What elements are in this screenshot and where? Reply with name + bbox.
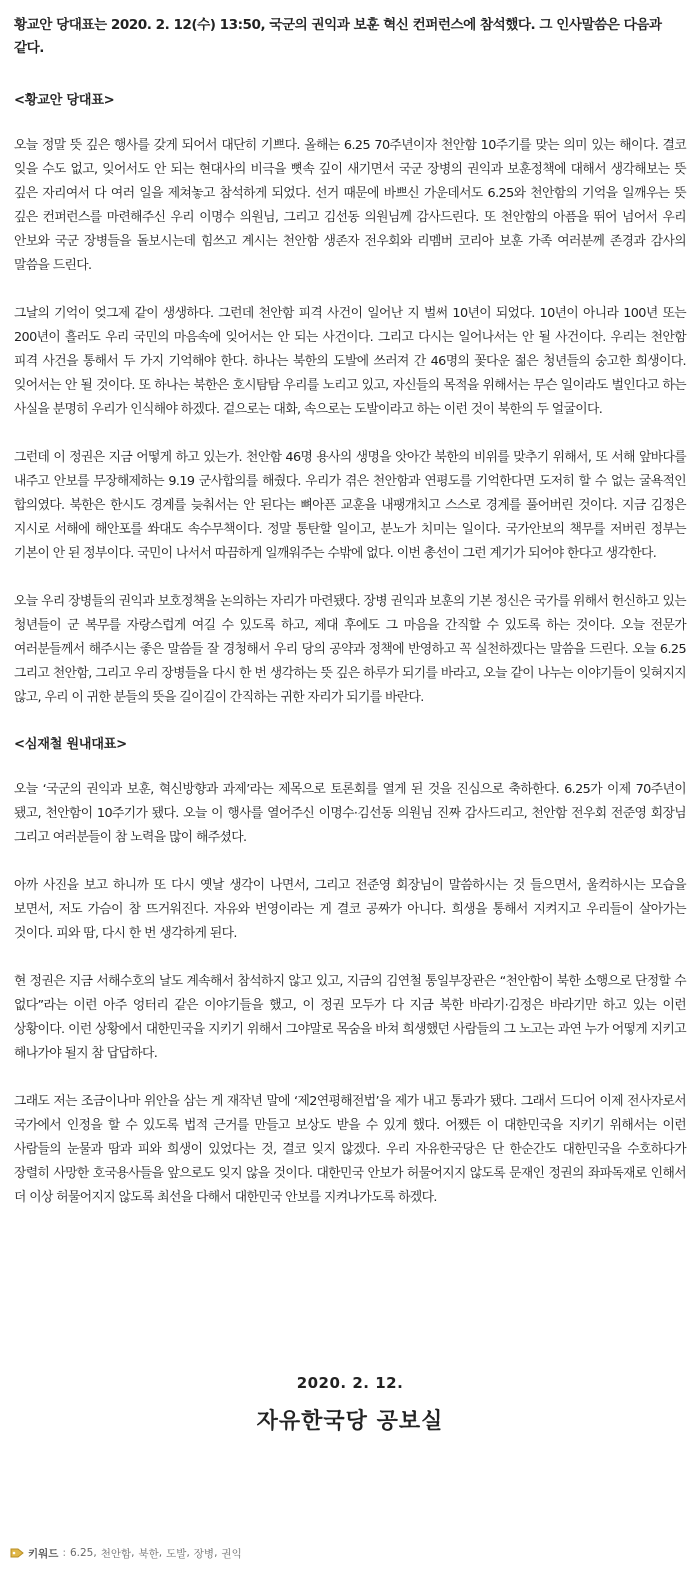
section-shim xyxy=(14,734,686,1210)
keyword-bar: 키워드 : 6.25 , 천안함 , 북한 , 도발 , 장병 , 권익 xyxy=(10,1544,242,1562)
release-date: 2020. 2. 12. xyxy=(296,1374,404,1392)
issuing-office: 자유한국당 공보실 xyxy=(256,1409,444,1434)
speaker-heading: <심재철 원내대표> xyxy=(14,737,127,752)
paragraph: 아까 사진을 보고 하니까 또 다시 옛날 생각이 나면서, 그리고 전준영 회장님이 말씀하시는 것 들으면서, 울컥하시는 모습을 보면서, 저도 가슴이 참 뜨거워진다. 자유와 번영이라는 게 결코 공짜가 아니다. 희생을 통해서 지켜지고 우리들이 살아가는 것이다. 피와 땀, 다시 한 번 생각하게 된다. xyxy=(14,878,686,941)
section-hwang xyxy=(14,90,686,710)
press-release-body xyxy=(14,14,686,1210)
paragraph: 오늘 정말 뜻 깊은 행사를 갖게 되어서 대단히 기쁘다. 올해는 6.25 70주년이자 천안함 10주기를 맞는 의미 있는 해이다. 결코 잊을 수도 없고, 잊어서도 안 되는 현대사의 비극을 뼛속 깊이 새기면서 국군 장병의 권익과 보훈정책에 대해서 생각해보는 뜻 깊은 자리여서 다 여러 일을 제쳐놓고 참석하게 되었다. 선거 때문에 바쁘신 가운데서도 6.25와 천안함의 기억을 일깨우는 뜻 깊은 컨퍼런스를 마련해주신 우리 이명수 의원님, 그리고 김선동 의원님께 감사드린다. 또 천안함의 아픔을 뛰어 넘어서 우리 안보와 국군 장병들을 돌보시는데 힘쓰고 계시는 천안함 생존자 전우회와 리멤버 코리아 보훈 가족 여러분께 존경과 감사의 말씀을 드린다. xyxy=(14,138,686,273)
paragraph: 오늘 ‘국군의 권익과 보훈, 혁신방향과 과제’라는 제목으로 토론회를 열게 된 것을 진심으로 축하한다. 6.25가 이제 70주년이 됐고, 천안함이 10주기가 됐다. 오늘 이 행사를 열어주신 이명수·김선동 의원님 진짜 감사드리고, 천안함 전우회 전준영 회장님 그리고 여러분들이 참 노력을 많이 해주셨다. xyxy=(14,782,686,845)
keyword-link[interactable]: 권익 xyxy=(221,1547,242,1560)
paragraph: 그래도 저는 조금이나마 위안을 삼는 게 재작년 말에 ‘제2연평해전법’을 제가 내고 통과가 됐다. 그래서 드디어 이제 전사자로서 국가에서 인정을 할 수 있도록 법적 근거를 만들고 보상도 받을 수 있게 했다. 어쨌든 이 대한민국을 지키기 위해서는 이런 사람들의 눈물과 땀과 피와 희생이 있었다는 것, 결코 잊지 않겠다. 우리 자유한국당은 단 한순간도 대한민국을 수호하다가 장렬히 사망한 호국용사들을 앞으로도 잊지 않을 것이다. 대한민국 안보가 허물어지지 않도록 문재인 정권의 좌파독재로 인해서 더 이상 허물어지지 않도록 최선을 다해서 대한민국 안보를 지켜나가도록 하겠다. xyxy=(14,1094,686,1205)
keyword-link[interactable]: 북한 xyxy=(138,1547,159,1560)
paragraph: 현 정권은 지금 서해수호의 날도 계속해서 참석하지 않고 있고, 지금의 김연철 통일부장관은 “천안함이 북한 소행으로 단정할 수 없다”라는 이런 아주 엉터리 같은 이야기들을 했고, 이 정권 모두가 다 지금 북한 바라기·김정은 바라기만 하고 있는 이런 상황이다. 이런 상황에서 대한민국을 지키기 위해서 그야말로 목숨을 바쳐 희생했던 사람들의 그 노고는 과연 누가 어떻게 지키고 해나가야 될지 참 답답하다. xyxy=(14,974,686,1061)
keyword-link[interactable]: 6.25 xyxy=(69,1547,94,1559)
paragraph: 그런데 이 정권은 지금 어떻게 하고 있는가. 천안함 46명 용사의 생명을 앗아간 북한의 비위를 맞추기 위해서, 또 서해 앞바다를 내주고 안보를 무장해제하는 9.19 군사합의를 해줬다. 우리가 겪은 천안함과 연평도를 기억한다면 도저히 할 수 없는 굴욕적인 합의였다. 북한은 한시도 경계를 늦춰서는 안 된다는 뼈아픈 교훈을 내팽개치고 스스로 경계를 풀어버린 것이다. 지금 김정은 지시로 서해에 해안포를 쏴대도 속수무책이다. 정말 통탄할 일이고, 분노가 치미는 일이다. 국가안보의 책무를 저버린 정부는 기본이 안 된 정부이다. 국민이 나서서 따끔하게 일깨워주는 수밖에 없다. 이번 총선이 그런 계기가 되어야 한다고 생각한다. xyxy=(14,450,686,561)
tag-icon-svg xyxy=(10,1547,24,1559)
paragraph: 그날의 기억이 엊그제 같이 생생하다. 그런데 천안함 피격 사건이 일어난 지 벌써 10년이 되었다. 10년이 아니라 100년 또는 200년이 흘러도 우리 국민의 마음속에 잊어서는 안 되는 사건이다. 그리고 다시는 일어나서는 안 될 사건이다. 우리는 천안함 피격 사건을 통해서 두 가지 기억해야 한다. 하나는 북한의 도발에 쓰러져 간 46명의 꽃다운 젊은 청년들의 숭고한 희생이다. 잊어서는 안 될 것이다. 또 하나는 북한은 호시탐탐 우리를 노리고 있고, 자신들의 목적을 위해서는 무슨 일이라도 벌인다고 하는 사실을 분명히 우리가 인식해야 하겠다. 겉으로는 대화, 속으로는 도발이라고 하는 이런 것이 북한의 두 얼굴이다. xyxy=(14,306,686,417)
keyword-link[interactable]: 천안함 xyxy=(100,1547,132,1560)
keyword-label: 키워드 xyxy=(28,1547,59,1560)
keyword-link[interactable]: 장병 xyxy=(193,1547,215,1560)
keyword-link[interactable]: 도발 xyxy=(166,1547,187,1560)
intro-text: 황교안 당대표는 2020. 2. 12(수) 13:50, 국군의 권익과 보훈 혁신 컨퍼런스에 참석했다. 그 인사말씀은 다음과 같다. xyxy=(14,17,662,56)
tag-icon xyxy=(10,1547,24,1559)
paragraph: 오늘 우리 장병들의 권익과 보호정책을 논의하는 자리가 마련됐다. 장병 권익과 보훈의 기본 정신은 국가를 위해서 헌신하고 있는 청년들이 군 복무를 자랑스럽게 여길 수 있도록 하고, 제대 후에도 그 마음을 간직할 수 있도록 하는 것이다. 오늘 전문가 여러분들께서 해주시는 좋은 말씀들 잘 경청해서 우리 당의 공약과 정책에 반영하고 꼭 실천하겠다는 말씀을 드린다. 오늘 6.25 그리고 천안함, 그리고 우리 장병들을 다시 한 번 생각하는 뜻 깊은 하루가 되기를 바라고, 오늘 같이 나누는 이야기들이 잊혀지지 않고, 우리 이 귀한 분들의 뜻을 길이길이 간직하는 귀한 자리가 되기를 바란다. xyxy=(14,594,686,705)
speaker-heading: <황교안 당대표> xyxy=(14,93,115,108)
keyword-separator: : xyxy=(62,1547,66,1559)
